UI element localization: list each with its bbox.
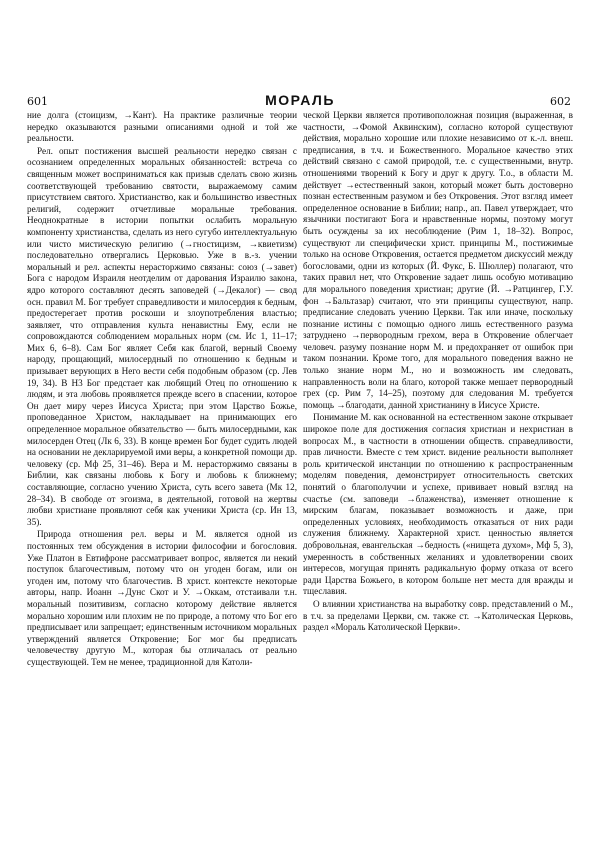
right-column <box>303 110 573 800</box>
page-number-right: 602 <box>550 95 571 108</box>
paragraph: ние долга (стоицизм, →Кант). На практике различные теории нередко оказываются разными описаниями одной и той же реальности. <box>27 110 297 144</box>
paragraph: Рел. опыт постижения высшей реальности нередко связан с осознанием определенных моральных обязанностей: встреча со священным может восприниматься как призыв сделать свою жизнь соответствующей требованию святости, выражаемому самим присутствием святого. Христианство, как и большинство известных религий, содержит отчетливые моральные требования. Неоднократные в истории попытки ослабить моральную компоненту христианства, сделать из него сугубо интеллектуальную или чисто мистическую религию (→гностицизм, →квиетизм) последовательно отвергались Церковью. Уже в в.-з. учении моральный и рел. аспекты нерасторжимо связаны: союз (→завет) Бога с народом Израиля неотделим от дарования Израилю закона, ядро которого составляют десять заповедей (→Декалог) — свод осн. правил М. Бог требует справедливости и милосердия к бедным, предостерегает против роскоши и злоупотребления властью; заявляет, что отправления культа ненавистны Ему, если не сопровождаются соблюдением моральных норм (см. Ис 1, 11–17; Мих 6, 6–8). Сам Бог являет Себя как благой, верный Своему народу, прощающий, милосердный по отношению к бедным и призывает верующих в Него вести себя подобным образом (ср. Лев 19, 34). В Н3 Бог предстает как любящий Отец по отношению к людям, и эта любовь проявляется прежде всего в спасении, которое Он дает миру через Иисуса Христа; при этом Царство Божье, проповеданное Христом, накладывает на принимающих его определенное моральное обязательство — быть милосердными, как милосерден Отец (Лк 6, 33). В конце времен Бог будет судить людей на основании не декларируемой ими веры, а конкретной помощи др. человеку (ср. Мф 25, 31–46). Вера и М. нерасторжимо связаны в Библии, как связаны любовь к Богу и любовь к ближнему; составляющие, согласно учению Христа, суть всего завета (Мк 12, 28–34). В свободе от эгоизма, в деятельной, готовой на жертвы любви христиане проявляют себя как ученики Христа (ср. Ин 13, 35). <box>27 145 297 527</box>
paragraph: ческой Церкви является противоположная позиция (выраженная, в частности, →Фомой Аквинским), согласно которой существуют действия, морально хорошие или плохие независимо от к.-л. внеш. предписания, в т.ч. и Божественного. Моральное качество этих действий связано с самой природой, т.е. с существенными, внутр. отношениями творений к Богу и друг к другу. Т.о., в области М. действует →естественный закон, который может быть достоверно познан естественным разумом и без Откровения. Этот взгляд имеет определенное основание в Библии; напр., ап. Павел утверждает, что язычники постигают Бога и нравственные нормы, поэтому могут быть осуждены за их несоблюдение (Рим 1, 18–32). Вопрос, существуют ли специфически христ. принципы М., постижимые только на основе Откровения, остается предметом дискуссий между богословами, одни из которых (Й. Фукс, Б. Шюллер) полагают, что таких правил нет, что Откровение задает лишь особую мотивацию для морального поведения христиан; другие (Й. →Ратцингер, Г.У. фон →Бальтазар) считают, что эти принципы существуют, напр. предписание следовать учению Церкви. Так или иначе, поскольку познание истины с помощью одного лишь естественного разума затруднено →первородным грехом, вера в Откровение облегчает человеч. разуму познание норм М. и предохраняет от ошибок при таком познании. Кроме того, для морального поведения важно не только знание норм М., но и возможность им следовать, направленность воли на благо, которой также мешает первородный грех (ср. Рим 7, 14–25), поэтому для следования М. требуется помощь →благодати, данной христианину в Иисусе Христе. <box>303 110 573 410</box>
paragraph: Понимание М. как основанной на естественном законе открывает широкое поле для достижения согласия христиан и нехристиан в вопросах М., в частности в отношении обществ. справедливости, прав личности. Вместе с тем христ. видение реальности выполняет роль критической инстанции по отношению к распространенным моделям поведения, демонстрирует относительность светских понятий о благополучии и успехе, прививает новый взгляд на счастье (см. заповеди →блаженства), изменяет отношение к мирским благам, показывает возможность и даже, при определенных условиях, необходимость отказаться от них ради служения ближнему. Характерной христ. ценностью является добровольная, евангельская →бедность («нищета духом», Мф 5, 3), умеренность в собственных желаниях и удовлетворении своих интересов, могущая принять радикальную форму отказа от всего ради Царства Божьего, в котором больше нет места для вражды и тщеславия. <box>303 412 573 597</box>
left-column <box>27 110 297 800</box>
page-title: МОРАЛЬ <box>265 92 335 108</box>
paragraph: О влиянии христианства на выработку совр. представлений о М., в т.ч. за пределами Церкви, см. также ст. →Католическая Церковь, раздел «Мораль Католической Церкви». <box>303 598 573 633</box>
page-number-left: 601 <box>27 95 48 108</box>
paragraph: Природа отношения рел. веры и М. является одной из постоянных тем обсуждения в истории философии и богословия. Уже Платон в Евтифроне рассматривает вопрос, является ли некий поступок благочестивым, потому что он угоден богам, или он угоден им, потому что благочестив. В христ. контексте некоторые авторы, напр. Иоанн →Дунс Скот и У. →Оккам, отстаивали т.н. моральный позитивизм, согласно которому действие является морально хорошим или плохим не по природе, а потому что Бог его предписывает или запрещает; единственным источником моральных утверждений является Откровение; Бог мог бы предписать человечеству другую М., которая бы отличалась от реально существующей. Тем не менее, традиционной для Католи- <box>27 529 297 667</box>
